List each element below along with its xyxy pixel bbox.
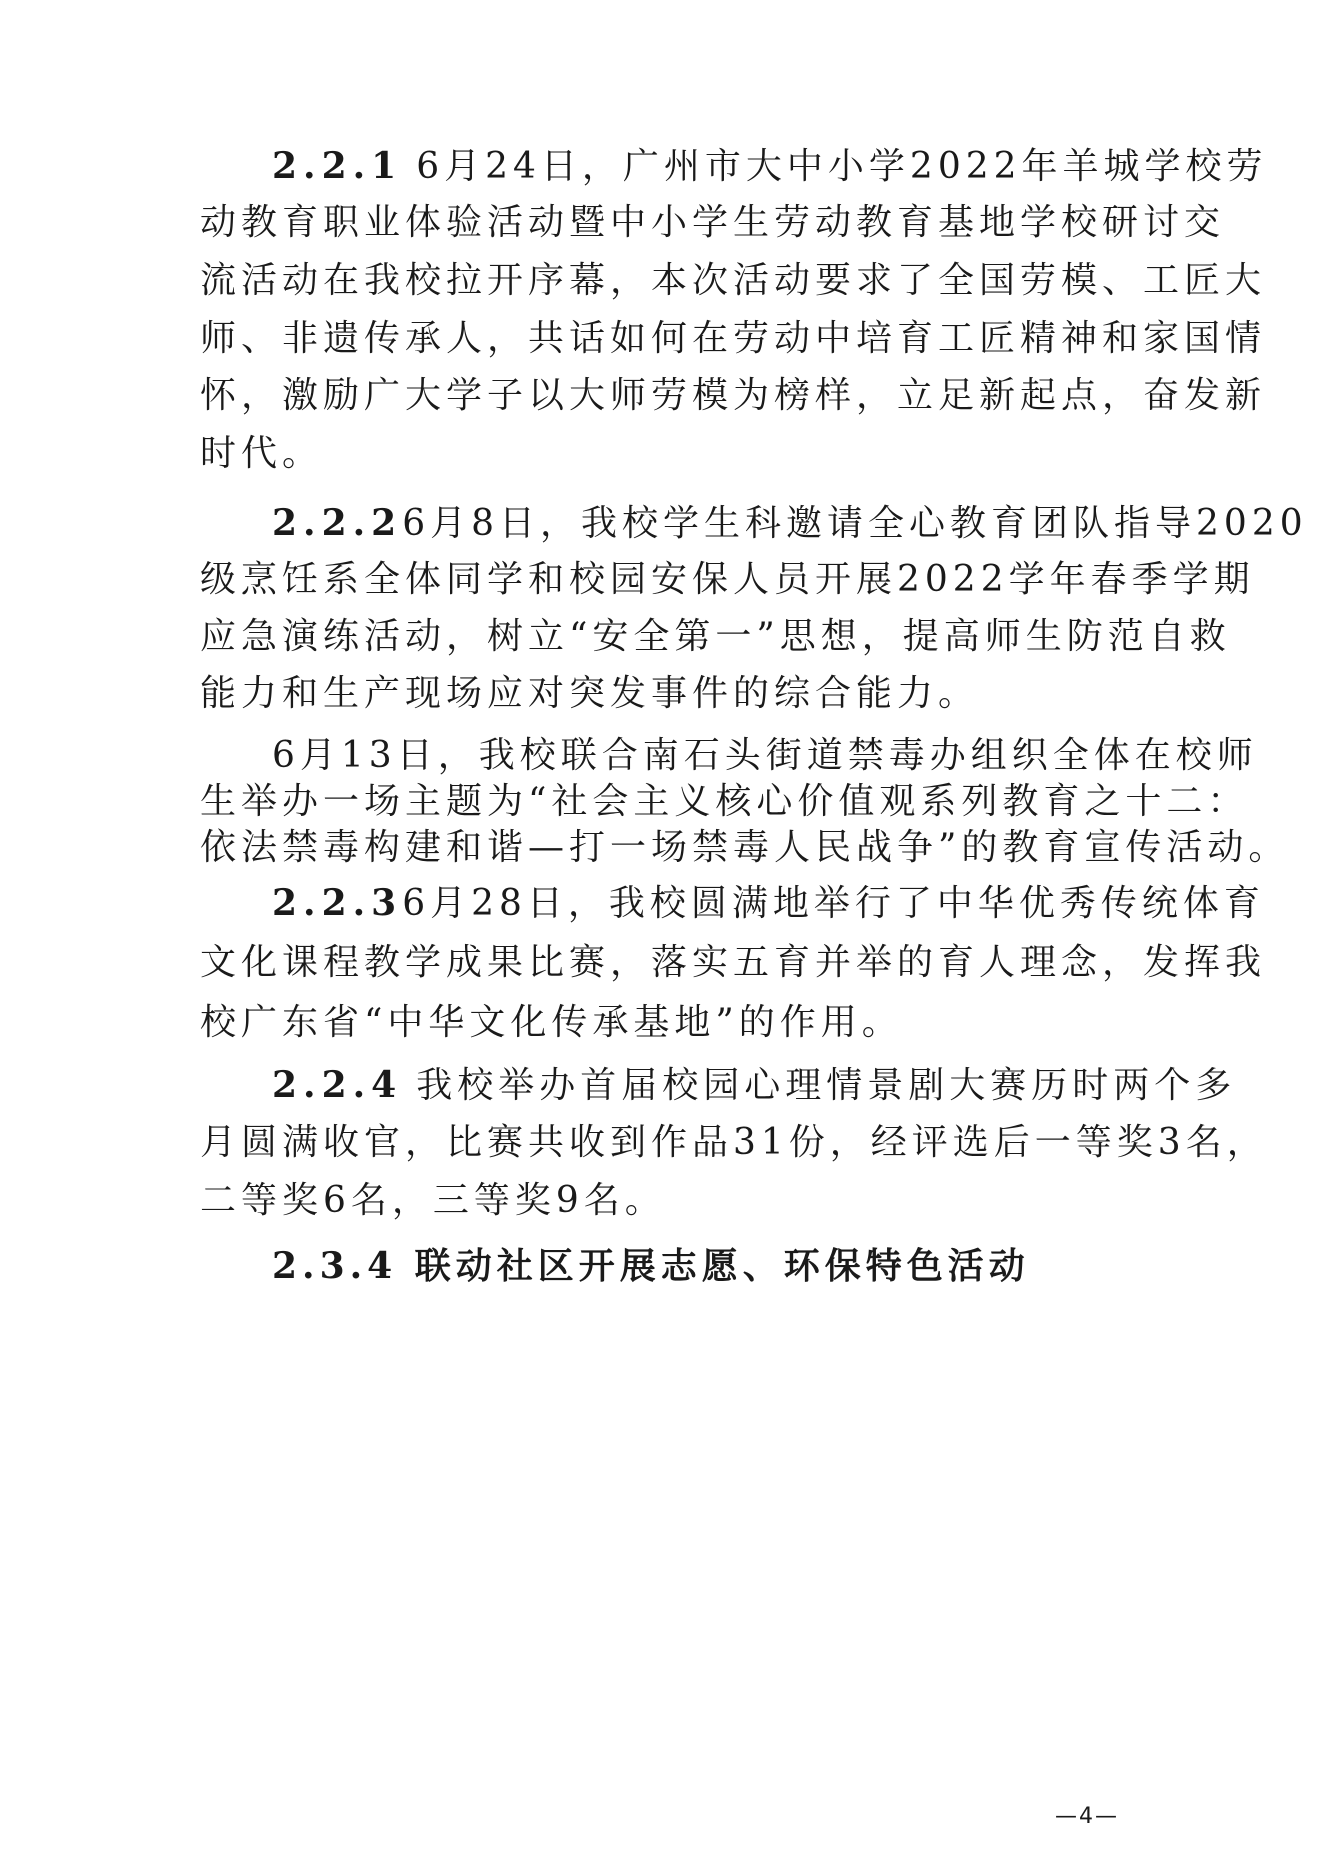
paragraph-line: 二等奖6名，三等奖9名。 xyxy=(200,1180,666,1221)
paragraph-line: 依法禁毒构建和谐—打一场禁毒人民战争”的教育宣传活动。 xyxy=(200,827,1290,868)
paragraph-line xyxy=(272,143,1268,189)
section-label: 2.2.3 xyxy=(272,882,403,924)
section-label: 2.2.1 xyxy=(272,145,403,187)
paragraph-line: 怀，激励广大学子以大师劳模为榜样，立足新起点，奋发新 xyxy=(200,375,1267,416)
paragraph-text: 6月28日，我校圆满地举行了中华优秀传统体育 xyxy=(402,883,1265,924)
paragraph-line: 生举办一场主题为“社会主义核心价值观系列教育之十二： xyxy=(200,781,1249,822)
paragraph-line: 6月13日，我校联合南石头街道禁毒办组织全体在校师 xyxy=(272,735,1258,776)
paragraph-line: 应急演练活动，树立“安全第一”思想，提高师生防范自救 xyxy=(200,616,1231,657)
section-heading: 2.3.4 联动社区开展志愿、环保特色活动 xyxy=(272,1245,1030,1287)
paragraph-line: 月圆满收官，比赛共收到作品31份，经评选后一等奖3名， xyxy=(200,1122,1268,1163)
paragraph-text: 我校举办首届校园心理情景剧大赛历时两个多 xyxy=(416,1065,1237,1106)
section-label: 2.2.2 xyxy=(272,502,403,544)
paragraph-line: 时代。 xyxy=(200,433,324,474)
paragraph-line: 师、非遗传承人，共话如何在劳动中培育工匠精神和家国情 xyxy=(200,318,1267,359)
page-number: —4— xyxy=(1055,1804,1119,1829)
paragraph-line xyxy=(272,500,1308,546)
paragraph-text: 6月24日，广州市大中小学2022年羊城学校劳 xyxy=(416,146,1268,187)
paragraph-line: 流活动在我校拉开序幕，本次活动要求了全国劳模、工匠大 xyxy=(200,260,1267,301)
section-label: 2.2.4 xyxy=(272,1064,403,1106)
paragraph-line: 文化课程教学成果比赛，落实五育并举的育人理念，发挥我 xyxy=(200,942,1267,983)
paragraph-line: 级烹饪系全体同学和校园安保人员开展2022学年春季学期 xyxy=(200,559,1255,600)
paragraph-line: 校广东省“中华文化传承基地”的作用。 xyxy=(200,1002,903,1043)
paragraph-text: 6月8日，我校学生科邀请全心教育团队指导2020 xyxy=(402,503,1308,544)
paragraph-line: 能力和生产现场应对突发事件的综合能力。 xyxy=(200,673,980,714)
paragraph-line: 动教育职业体验活动暨中小学生劳动教育基地学校研讨交 xyxy=(200,202,1226,243)
paragraph-line xyxy=(272,1062,1236,1108)
paragraph-line xyxy=(272,880,1265,926)
